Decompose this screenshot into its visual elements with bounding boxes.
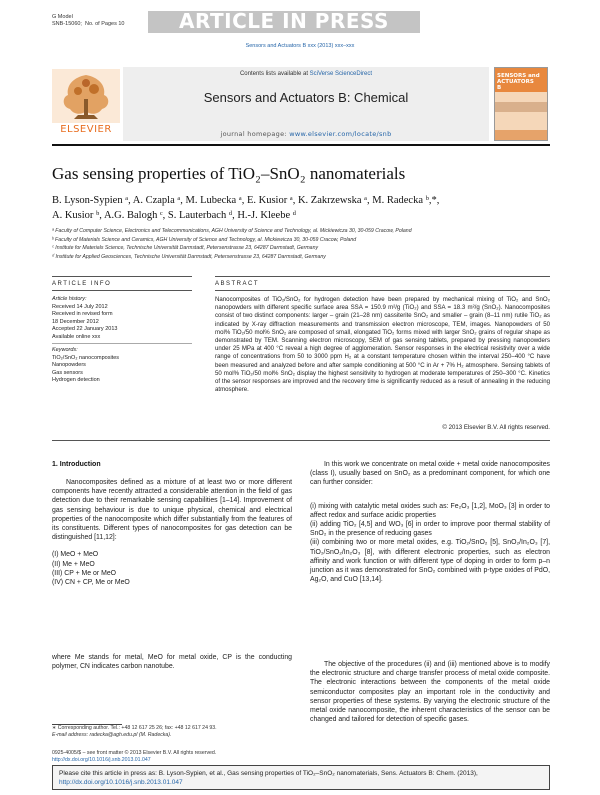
- authors-line2: A. Kusior ᵇ, A.G. Balogh ᶜ, S. Lauterbach ᵈ, H.-J. Kleebe ᵈ: [52, 210, 297, 221]
- issn-line: 0925-4005/$ – see front matter © 2013 Elsevier B.V. All rights reserved.: [52, 750, 217, 756]
- manuscript-id: SNB-15060;: [52, 21, 82, 27]
- intro-paragraph-1: Nanocomposites defined as a mixture of at least two or more different components have recently attracted a considerable attention in the field of gas detection due to their remarkable sensing capabilities [1–14]. Improvement of gas sensing behaviour is due to unique physical, chemical and electrical properties of the nanocomposite which differ substantially from the features of its constituents. Different types of nanocomposites for gas detection can be distinguished [11,12]:: [52, 479, 292, 542]
- footnotes: [52, 725, 292, 740]
- list-item: (III) CP + Me or MeO: [52, 569, 117, 577]
- cover-title-line3: B: [497, 85, 502, 91]
- cover-bottom-band: [495, 130, 548, 141]
- article-info-heading: ARTICLE INFO: [52, 281, 112, 287]
- intro-paragraph-3: In this work we concentrate on metal oxide + metal oxide nanocomposites (class I), usually based on SnO₂ as a predominant component, for which one can further consider:: [310, 461, 550, 487]
- page-count: No. of Pages 10: [85, 21, 125, 27]
- right-column: [310, 460, 550, 584]
- author-list: [52, 193, 550, 223]
- manuscript-info: [52, 14, 124, 28]
- approaches-list: [310, 502, 550, 585]
- citation-text: Please cite this article in press as: B. Lyson-Sypien, et al., Gas sensing properties of TiO₂–SnO₂ nanomaterials, Sens. Actuators B: Chem. (2013),: [59, 770, 478, 777]
- keywords-label: Keywords:: [52, 347, 78, 353]
- left-column-para2: [52, 653, 292, 671]
- list-item: (ii) adding TiO₂ [4,5] and WO₃ [6] in order to improve poor thermal stability of SnO₂ in the presence of reducing gases: [310, 521, 550, 538]
- nanocomposite-types-list: [52, 550, 292, 587]
- journal-cover-thumbnail: [494, 67, 548, 141]
- abstract-heading-rule: [215, 290, 550, 291]
- history-accepted: Accepted 22 January 2013: [52, 326, 118, 333]
- homepage-link[interactable]: www.elsevier.com/locate/snb: [289, 130, 392, 138]
- abstract-text: Nanocomposites of TiO₂/SnO₂ for hydrogen detection have been prepared by mechanical mixing of TiO₂ and SnO₂ nanopowders with different specific surface area SSA = 150.9 m²/g (TiO₂) and SSA = 18.3 m²/g (SnO₂). Nanocomposites consist of two distinct components: larger – grain (21–28 nm) cassiterite SnO₂ and smaller – grain (8–11 nm) rutile TiO₂ as indicated by X-ray diffraction measurements and transmission electron microscope, TEM, images. Nanopowders of 50 mol% TiO₂/50 mol% SnO₂ are composed of small, elongated TiO₂ forms mixed with larger SnO₂ grains of regular shape as demonstrated by TEM. Scanning electron microscopy, SEM of gas sensing tablets, prepared by pressing nanopowders under 25 MPa at 400 °C reveal a high degree of agglomeration. Sensor responses in the electrical resistivity over a wide range of concentrations from 50 to 3000 ppm H₂ at a constant temperature chosen within the interval 250–400 °C have been measured and analyzed before and after sample conditioning at 500 °C in Ar + 7% H₂ atmosphere. Sensing tablets of 50 mol% TiO₂/50 mol% SnO₂ display the highest sensitivity to hydrogen at moderate temperatures of 250–300 °C. Kinetics of the sensor responses are improved and the recovery time is significantly reduced as a result of annealing in the reducing atmosphere.: [215, 296, 550, 394]
- right-column-para2: [310, 660, 550, 724]
- citation-box: [52, 765, 550, 790]
- abstract-bottom-rule: [52, 440, 550, 441]
- keyword: Gas sensors: [52, 369, 83, 376]
- cover-title-line2: ACTUATORS: [497, 79, 534, 85]
- list-item: (IV) CN + CP, Me or MeO: [52, 579, 130, 587]
- keyword: Hydrogen detection: [52, 377, 100, 384]
- gmodel-label: G Model: [52, 14, 73, 20]
- corresponding-author-note: ∗ Corresponding author. Tel.: +48 12 617 25 26; fax: +48 12 617 24 93.: [52, 725, 217, 731]
- contents-line: [123, 71, 489, 77]
- info-top-rule: [52, 276, 192, 277]
- list-item: (i) mixing with catalytic metal oxides such as: Fe₂O₃ [1,2], MoO₃ [3] in order to affect redox and surface acidic properties: [310, 502, 550, 519]
- affiliation-d: ᵈ Institute for Applied Geosciences, Technische Universität Darmstadt, Petersenstrasse 23, 64287 Darmstadt, Germany: [52, 253, 326, 260]
- elsevier-wordmark: ELSEVIER: [60, 124, 112, 135]
- cover-title: [497, 73, 547, 91]
- list-item: (II) Me + MeO: [52, 560, 95, 568]
- header-rule: [52, 144, 550, 146]
- doi-link[interactable]: http://dx.doi.org/10.1016/j.snb.2013.01.047: [52, 757, 151, 764]
- sciencedirect-link[interactable]: SciVerse ScienceDirect: [309, 71, 373, 77]
- contents-prefix: Contents lists available at: [239, 71, 308, 77]
- cover-title-line1: SENSORS and: [497, 73, 540, 79]
- homepage-label: journal homepage:: [220, 130, 287, 138]
- abstract-top-rule: [215, 276, 550, 277]
- article-history: [52, 296, 192, 342]
- journal-reference[interactable]: Sensors and Actuators B xxx (2013) xxx–xxx: [245, 43, 355, 49]
- affiliations: [52, 227, 550, 261]
- article-in-press-label: ARTICLE IN PRESS: [179, 9, 389, 33]
- intro-paragraph-2: where Me stands for metal, MeO for metal oxide, CP is the conducting polymer, CN indicates carbon nanotube.: [52, 654, 292, 671]
- intro-paragraph-4: The objective of the procedures (ii) and (iii) mentioned above is to modify the electronic structure and charge transfer process of metal oxide composite. The electronic interactions between the components of the metal oxide semiconductor composites play an important role in the conductivity and sensor properties of these systems. By varying the electronic structure of the metal oxide nanocomposite, the inherent characteristics of the sensor can be changed and tailored for detection of specific gases.: [310, 661, 550, 724]
- journal-name: Sensors and Actuators B: Chemical: [203, 90, 409, 105]
- left-column: [52, 478, 292, 587]
- affiliation-a: ᵃ Faculty of Computer Science, Electronics and Telecommunications, AGH University of Science and Technology, al. Mickiewicza 30, 30-059 Cracow, Poland: [52, 228, 412, 234]
- history-received: Received 14 July 2012: [52, 303, 108, 310]
- affiliation-c: ᶜ Institute for Materials Science, Technische Universität Darmstadt, Petersenstrasse 23, 64287 Darmstadt, Germany: [52, 245, 319, 251]
- abstract-copyright: © 2013 Elsevier B.V. All rights reserved.: [442, 424, 550, 431]
- history-revised-date: 18 December 2012: [52, 318, 99, 325]
- list-item: (I) MeO + MeO: [52, 551, 99, 559]
- history-revised: Received in revised form: [52, 311, 113, 318]
- keyword: Nanopowders: [52, 362, 86, 369]
- citation-doi-link[interactable]: http://dx.doi.org/10.1016/j.snb.2013.01.047: [59, 779, 183, 786]
- cover-middle-band: [495, 102, 548, 112]
- list-item: (iii) combining two or more metal oxides, e.g. TiO₂/SnO₂ [5], SnO₂/In₂O₃ [7], TiO₂/SnO₂/In₂O₃ [8], with different electronic properties, such as electron affinity and work function or with different type of doping in order to form p–n junction as it was demonstrated for SnO₂ combined with p-type oxides of PdO, Ag₂O, and CuO [13,14].: [310, 539, 550, 584]
- section-heading-introduction: 1. Introduction: [52, 461, 101, 468]
- email-note[interactable]: E-mail address: radecka@agh.edu.pl (M. Radecka).: [52, 732, 172, 739]
- top-strip: [0, 0, 600, 38]
- abstract-heading: ABSTRACT: [215, 281, 260, 287]
- info-heading-rule: [52, 290, 192, 291]
- info-mid-rule: [52, 343, 192, 344]
- rights-block: [52, 750, 292, 765]
- authors-line1: B. Lyson-Sypien ᵃ, A. Czapla ᵃ, M. Lubecka ᵃ, E. Kusior ᵃ, K. Zakrzewska ᵃ, M. Radecka ᵇ,*,: [52, 195, 440, 206]
- journal-homepage: [123, 130, 489, 138]
- keyword: TiO₂/SnO₂ nanocomposites: [52, 354, 120, 361]
- history-online: Available online xxx: [52, 333, 101, 340]
- article-title: Gas sensing properties of TiO₂–SnO₂ nanomaterials: [52, 164, 406, 183]
- affiliation-b: ᵇ Faculty of Materials Science and Ceramics, AGH University of Science and Technology, al. Mickiewicza 30, 30-059 Cracow, Poland: [52, 236, 357, 243]
- history-label: Article history:: [52, 296, 87, 302]
- keywords: [52, 347, 192, 385]
